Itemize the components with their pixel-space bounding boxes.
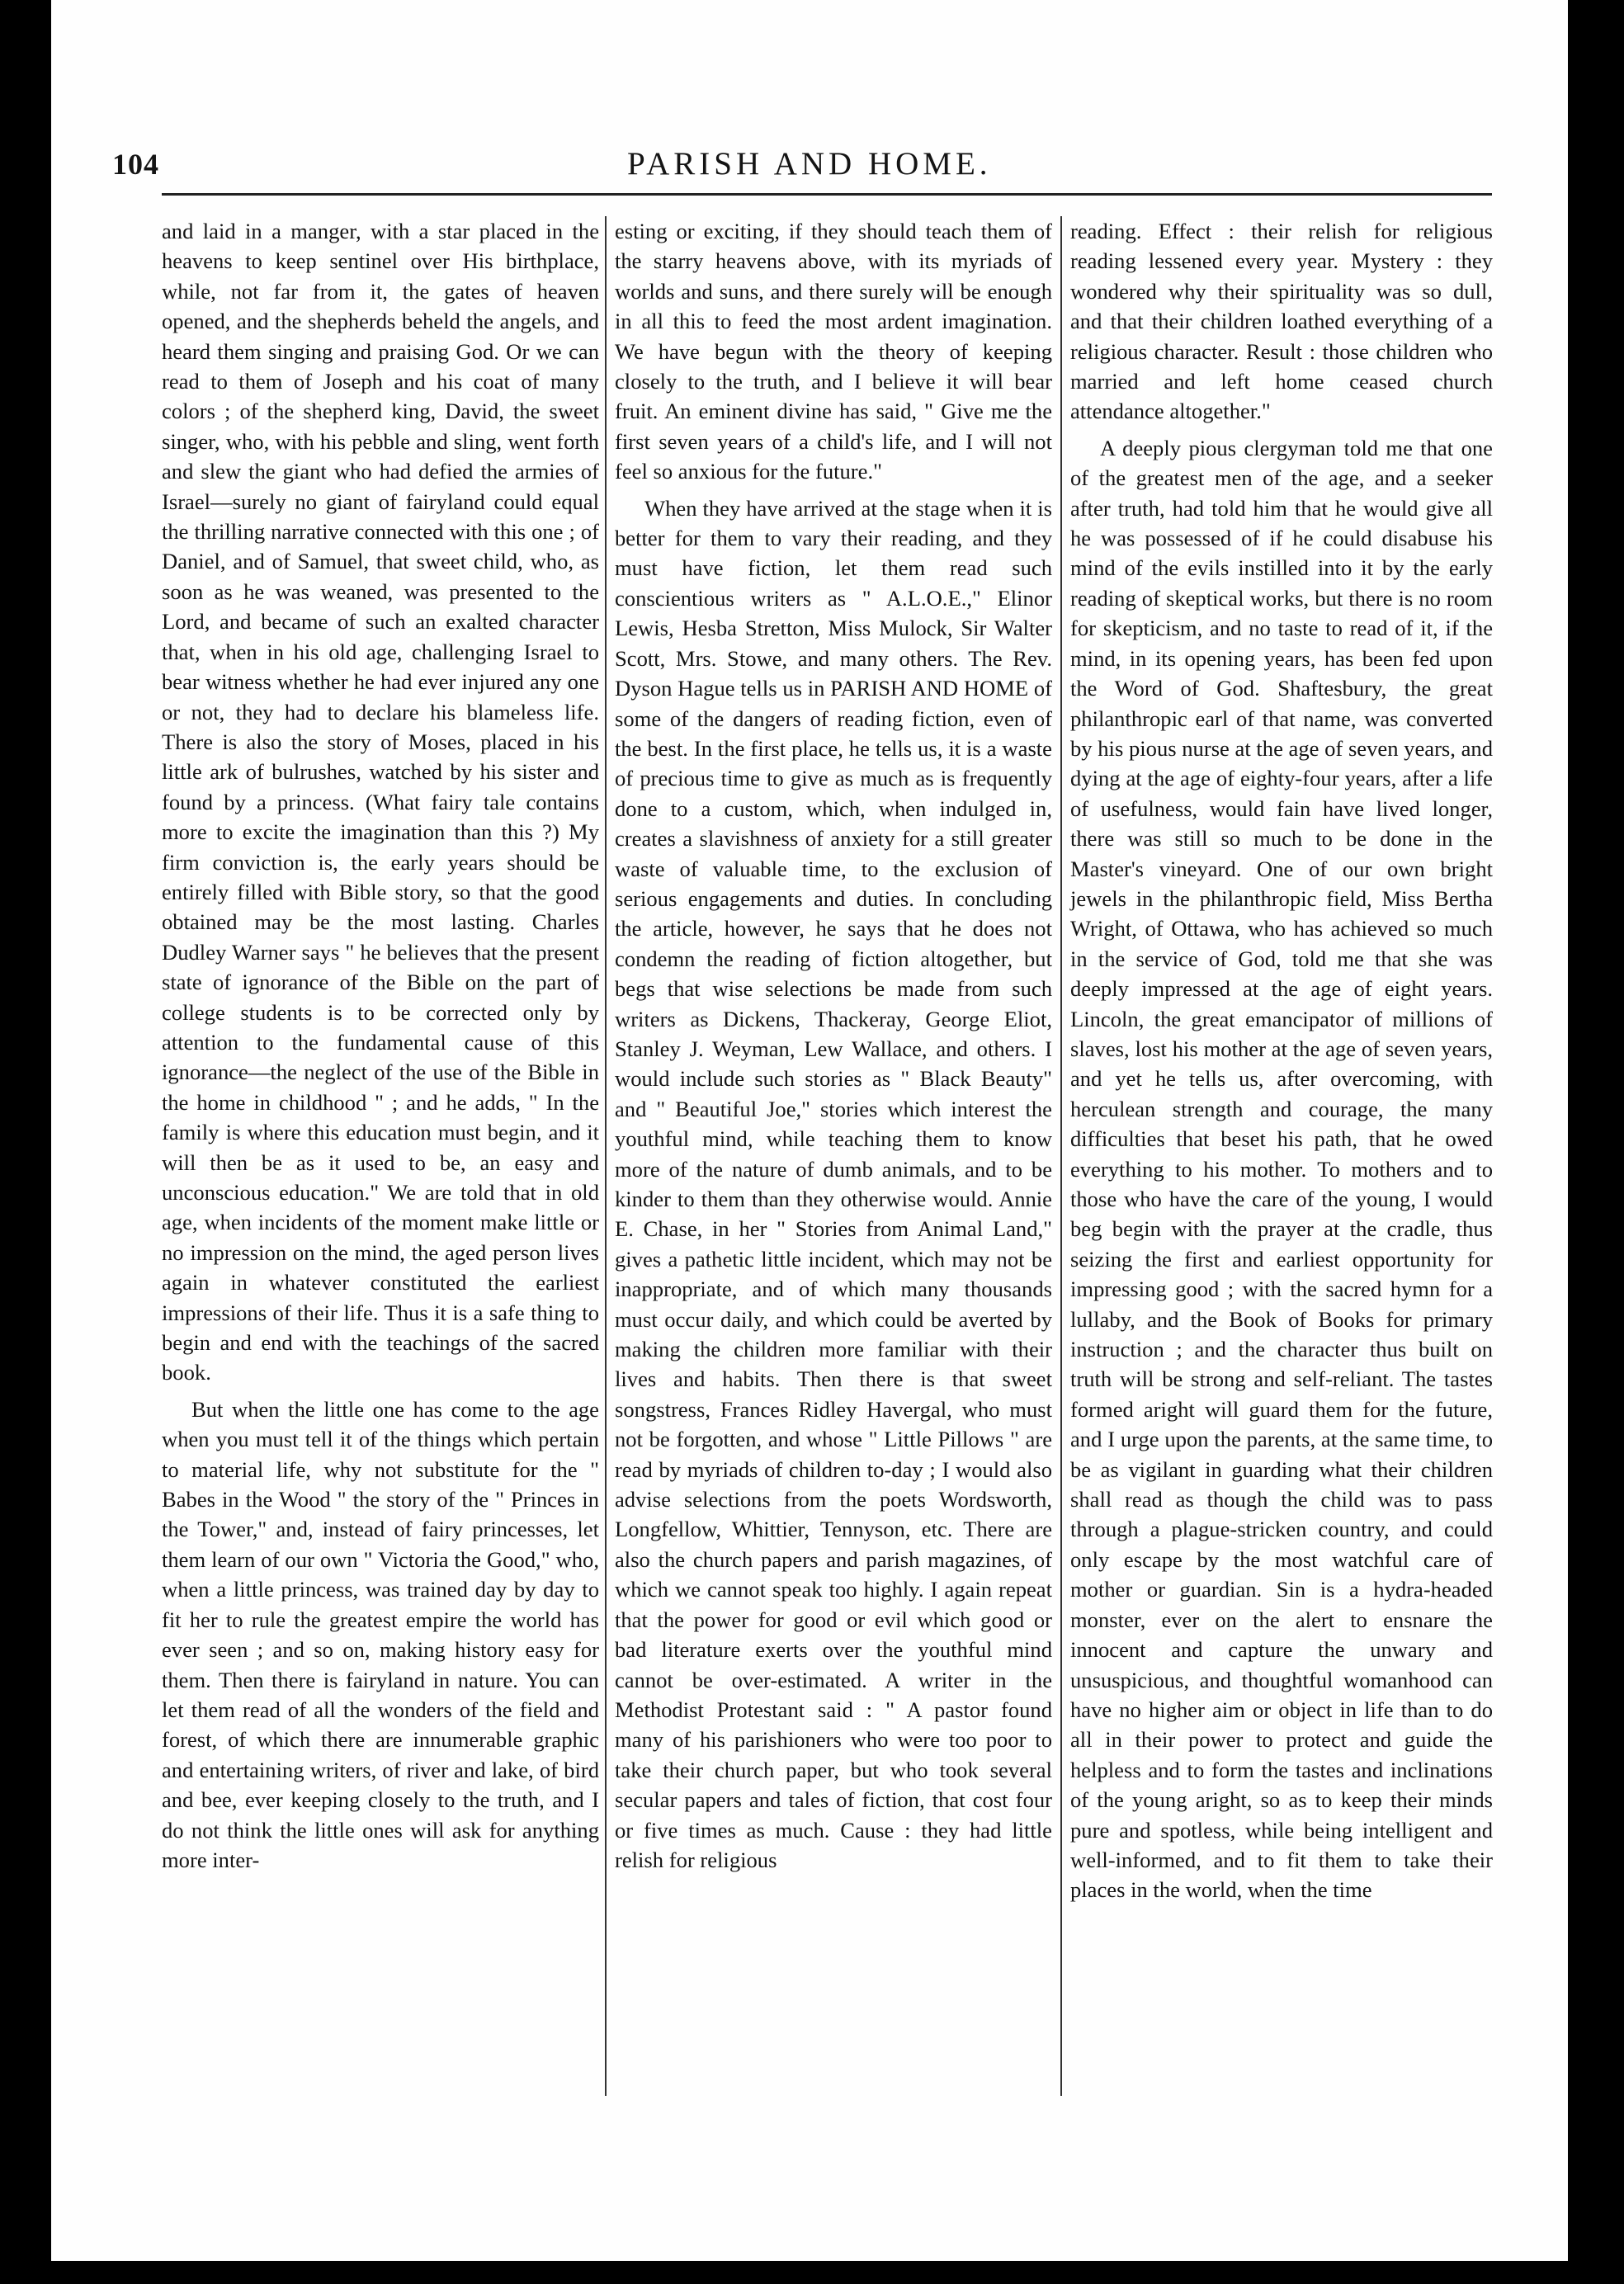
paragraph: When they have arrived at the stage when it is better for them to vary their reading, and they must have fiction, let them read such conscientious writers as " A.L.O.E.," Elinor Lewis, Hesba Stretton, Miss Mulock, Sir Walter Scott, Mrs. Stowe, and many others. The Rev. Dyson Hague tells us in PARISH AND HOME of some of the dangers of reading fiction, even of the best. In the first place, he tells us, it is a waste of precious time to give as much as is frequently done to a custom, which, when indulged in, creates a slavishness of anxiety for a still greater waste of valuable time, to the exclusion of serious engagements and duties. In concluding the article, however, he says that he does not condemn the reading of fiction altogether, but begs that wise selections be made from such writers as Dickens, Thackeray, George Eliot, Stanley J. Weyman, Lew Wallace, and others. I would include such stories as " Black Beauty" and " Beautiful Joe," stories which interest the youthful mind, while teaching them to know more of the nature of dumb animals, and to be kinder to them than they otherwise would. Annie E. Chase, in her " Stories from Animal Land," gives a pathetic little incident, which may not be inappropriate, and of which many thousands must occur daily, and which could be averted by making the children more familiar with their lives and habits. Then there is that sweet songstress, Frances Ridley Havergal, who must not be forgotten, and whose " Little Pillows " are read by myriads of children to-day ; I would also advise selections from the poets Wordsworth, Longfellow, Whittier, Tennyson, etc. There are also the church papers and parish magazines, of which we cannot speak too highly. I again repeat that the power for good or evil which good or bad literature exerts over the youthful mind cannot be over-estimated. A writer in the Methodist Protestant said : " A pastor found many of his parishioners who were too poor to take their church paper, but who took several secular papers and tales of fiction, that cost four or five times as much. Cause : they had little relish for religious [615, 495, 1052, 1872]
paragraph: and laid in a manger, with a star placed in the heavens to keep sentinel over His birthplace, while, not far from it, the gates of heaven opened, and the shepherds beheld the angels, and heard them singing and praising God. Or we can read to them of Joseph and his coat of many colors ; of the shepherd king, David, the sweet singer, who, with his pebble and sling, went forth and slew the giant who had defied the armies of Israel—surely no giant of fairyland could equal the thrilling narrative connected with this one ; of Daniel, and of Samuel, that sweet child, who, as soon as he was weaned, was presented to the Lord, and became of such an exalted character that, when in his old age, challenging Israel to bear witness whether he had ever injured any one or not, they had to declare his blameless life. There is also the story of Moses, placed in his little ark of bulrushes, watched by his sister and found by a princess. (What fairy tale contains more to excite the imagination than this ?) My firm conviction is, the early years should be entirely filled with Bible story, so that the good obtained may be the most lasting. Charles Dudley Warner says " he believes that the present state of ignorance of the Bible on the part of college students is to be corrected only by attention to the fundamental cause of this ignorance—the neglect of the use of the Bible in the home in childhood " ; and he adds, " In the family is where this education must begin, and it will then be as it used to be, an easy and unconscious education." We are told that in old age, when incidents of the moment make little or no impression on the mind, the aged person lives again in whatever constituted the earliest impressions of their life. Thus it is a safe thing to begin and end with the teachings of the sacred book. [162, 219, 599, 1385]
text-column-2 [615, 216, 1052, 1875]
header-rule [162, 193, 1492, 196]
column-rule [1060, 216, 1062, 2096]
column-rule [605, 216, 607, 2096]
text-column-1 [162, 216, 599, 1875]
page-number: 104 [112, 148, 159, 181]
paragraph: esting or exciting, if they should teach them of the starry heavens above, with its myriads of worlds and suns, and there surely will be enough in all this to feed the most ardent imagination. We have begun with the theory of keeping closely to the truth, and I believe it will bear fruit. An eminent divine has said, " Give me the first seven years of a child's life, and I will not feel so anxious for the future." [615, 219, 1052, 484]
running-title: PARISH AND HOME. [627, 146, 992, 182]
scan-border-bottom [0, 2261, 1624, 2284]
paragraph: A deeply pious clergyman told me that one of the greatest men of the age, and a seeker after truth, had told him that he would give all he was possessed of if he could disabuse his mind of the evils instilled into it by the early reading of skeptical works, but there is no room for skepticism, and no taste to read of it, if the mind, in its opening years, has been fed upon the Word of God. Shaftesbury, the great philanthropic earl of that name, was converted by his pious nurse at the age of seven years, and dying at the age of eighty-four years, after a life of usefulness, would fain have lived longer, there was still so much to be done in the Master's vineyard. One of our own bright jewels in the philanthropic field, Miss Bertha Wright, of Ottawa, who has achieved so much in the service of God, told me that she was deeply impressed at the age of eight years. Lincoln, the great emancipator of millions of slaves, lost his mother at the age of seven years, and yet he tells us, after overcoming, with herculean strength and courage, the many difficulties that beset his path, that he owed everything to his mother. To mothers and to those who have the care of the young, I would beg begin with the prayer at the cradle, thus seizing the first and earliest opportunity for impressing good ; with the sacred hymn for a lullaby, and the Book of Books for primary instruction ; and the character thus built on truth will be strong and self-reliant. The tastes formed aright will guard them for the future, and I urge upon the parents, at the same time, to be as vigilant in guarding what their children shall read as though the child was to pass through a plague-stricken country, and could only escape by the most watchful care of mother or guardian. Sin is a hydra-headed monster, ever on the alert to ensnare the innocent and capture the unwary and unsuspicious, and thoughtful womanhood can have no higher aim or object in life than to do all in their power to protect and guide the helpless and to form the tastes and inclinations of the young aright, so as to keep their minds pure and spotless, while being intelligent and well-informed, and to fit them to take their places in the world, when the time [1070, 435, 1493, 1903]
text-column-3 [1070, 216, 1493, 1905]
paragraph: reading. Effect : their relish for religious reading lessened every year. Mystery : they wondered why their spirituality was so dull, and that their children loathed everything of a religious character. Result : those children who married and left home ceased church attendance altogether." [1070, 219, 1493, 424]
scan-border-right [1568, 0, 1624, 2284]
paragraph: But when the little one has come to the age when you must tell it of the things which pertain to material life, why not substitute for the " Babes in the Wood " the story of the " Princes in the Tower," and, instead of fairy princesses, let them learn of our own " Victoria the Good," who, when a little princess, was trained day by day to fit her to rule the greatest empire the world has ever seen ; and so on, making history easy for them. Then there is fairyland in nature. You can let them read of all the wonders of the field and forest, of which there are innumerable graphic and entertaining writers, of river and lake, of bird and bee, ever keeping closely to the truth, and I do not think the little ones will ask for anything more inter- [162, 1396, 599, 1872]
